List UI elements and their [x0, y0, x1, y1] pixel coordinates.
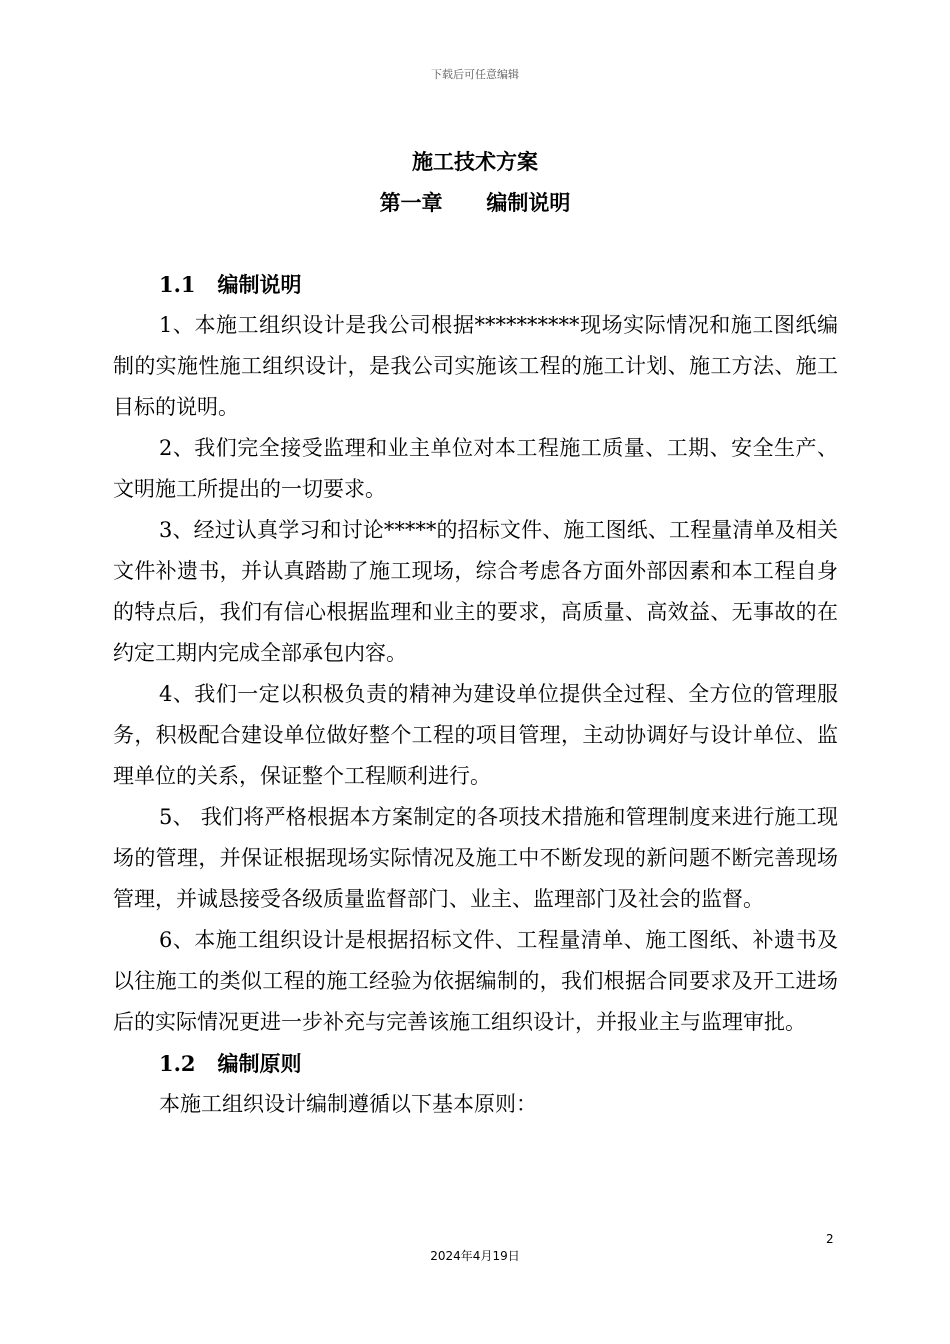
page-number: 2: [826, 1232, 834, 1246]
document-body: [113, 264, 838, 1125]
paragraph-principles-intro: 本施工组织设计编制遵循以下基本原则：: [159, 1092, 537, 1116]
section-heading-1-1: 1.1 编制说明: [159, 272, 302, 297]
paragraph-1: 1、本施工组织设计是我公司根据**********现场实际情况和施工图纸编制的实施性施工组织设计，是我公司实施该工程的施工计划、施工方法、施工目标的说明。: [113, 313, 838, 419]
paragraph-5: 5、 我们将严格根据本方案制定的各项技术措施和管理制度来进行施工现场的管理，并保证根据现场实际情况及施工中不断发现的新问题不断完善现场管理，并诚恳接受各级质量监督部门、业主、监理部门及社会的监督。: [113, 805, 838, 911]
paragraph-2: 2、我们完全接受监理和业主单位对本工程施工质量、工期、安全生产、文明施工所提出的一切要求。: [113, 436, 838, 501]
header-note: 下载后可任意编辑: [431, 68, 519, 81]
footer-date: 2024年4月19日: [430, 1249, 520, 1263]
section-heading-1-2: 1.2 编制原则: [159, 1051, 302, 1076]
paragraph-4: 4、我们一定以积极负责的精神为建设单位提供全过程、全方位的管理服务，积极配合建设单位做好整个工程的项目管理，主动协调好与设计单位、监理单位的关系，保证整个工程顺利进行。: [113, 682, 838, 788]
chapter-title: 第一章 编制说明: [379, 190, 571, 215]
paragraph-3: 3、经过认真学习和讨论*****的招标文件、施工图纸、工程量清单及相关文件补遗书，并认真踏勘了施工现场，综合考虑各方面外部因素和本工程自身的特点后，我们有信心根据监理和业主的要求，高质量、高效益、无事故的在约定工期内完成全部承包内容。: [113, 518, 838, 665]
document-title: 施工技术方案: [412, 149, 538, 174]
paragraph-6: 6、本施工组织设计是根据招标文件、工程量清单、施工图纸、补遗书及以往施工的类似工程的施工经验为依据编制的，我们根据合同要求及开工进场后的实际情况更进一步补充与完善该施工组织设计，并报业主与监理审批。: [113, 928, 838, 1034]
